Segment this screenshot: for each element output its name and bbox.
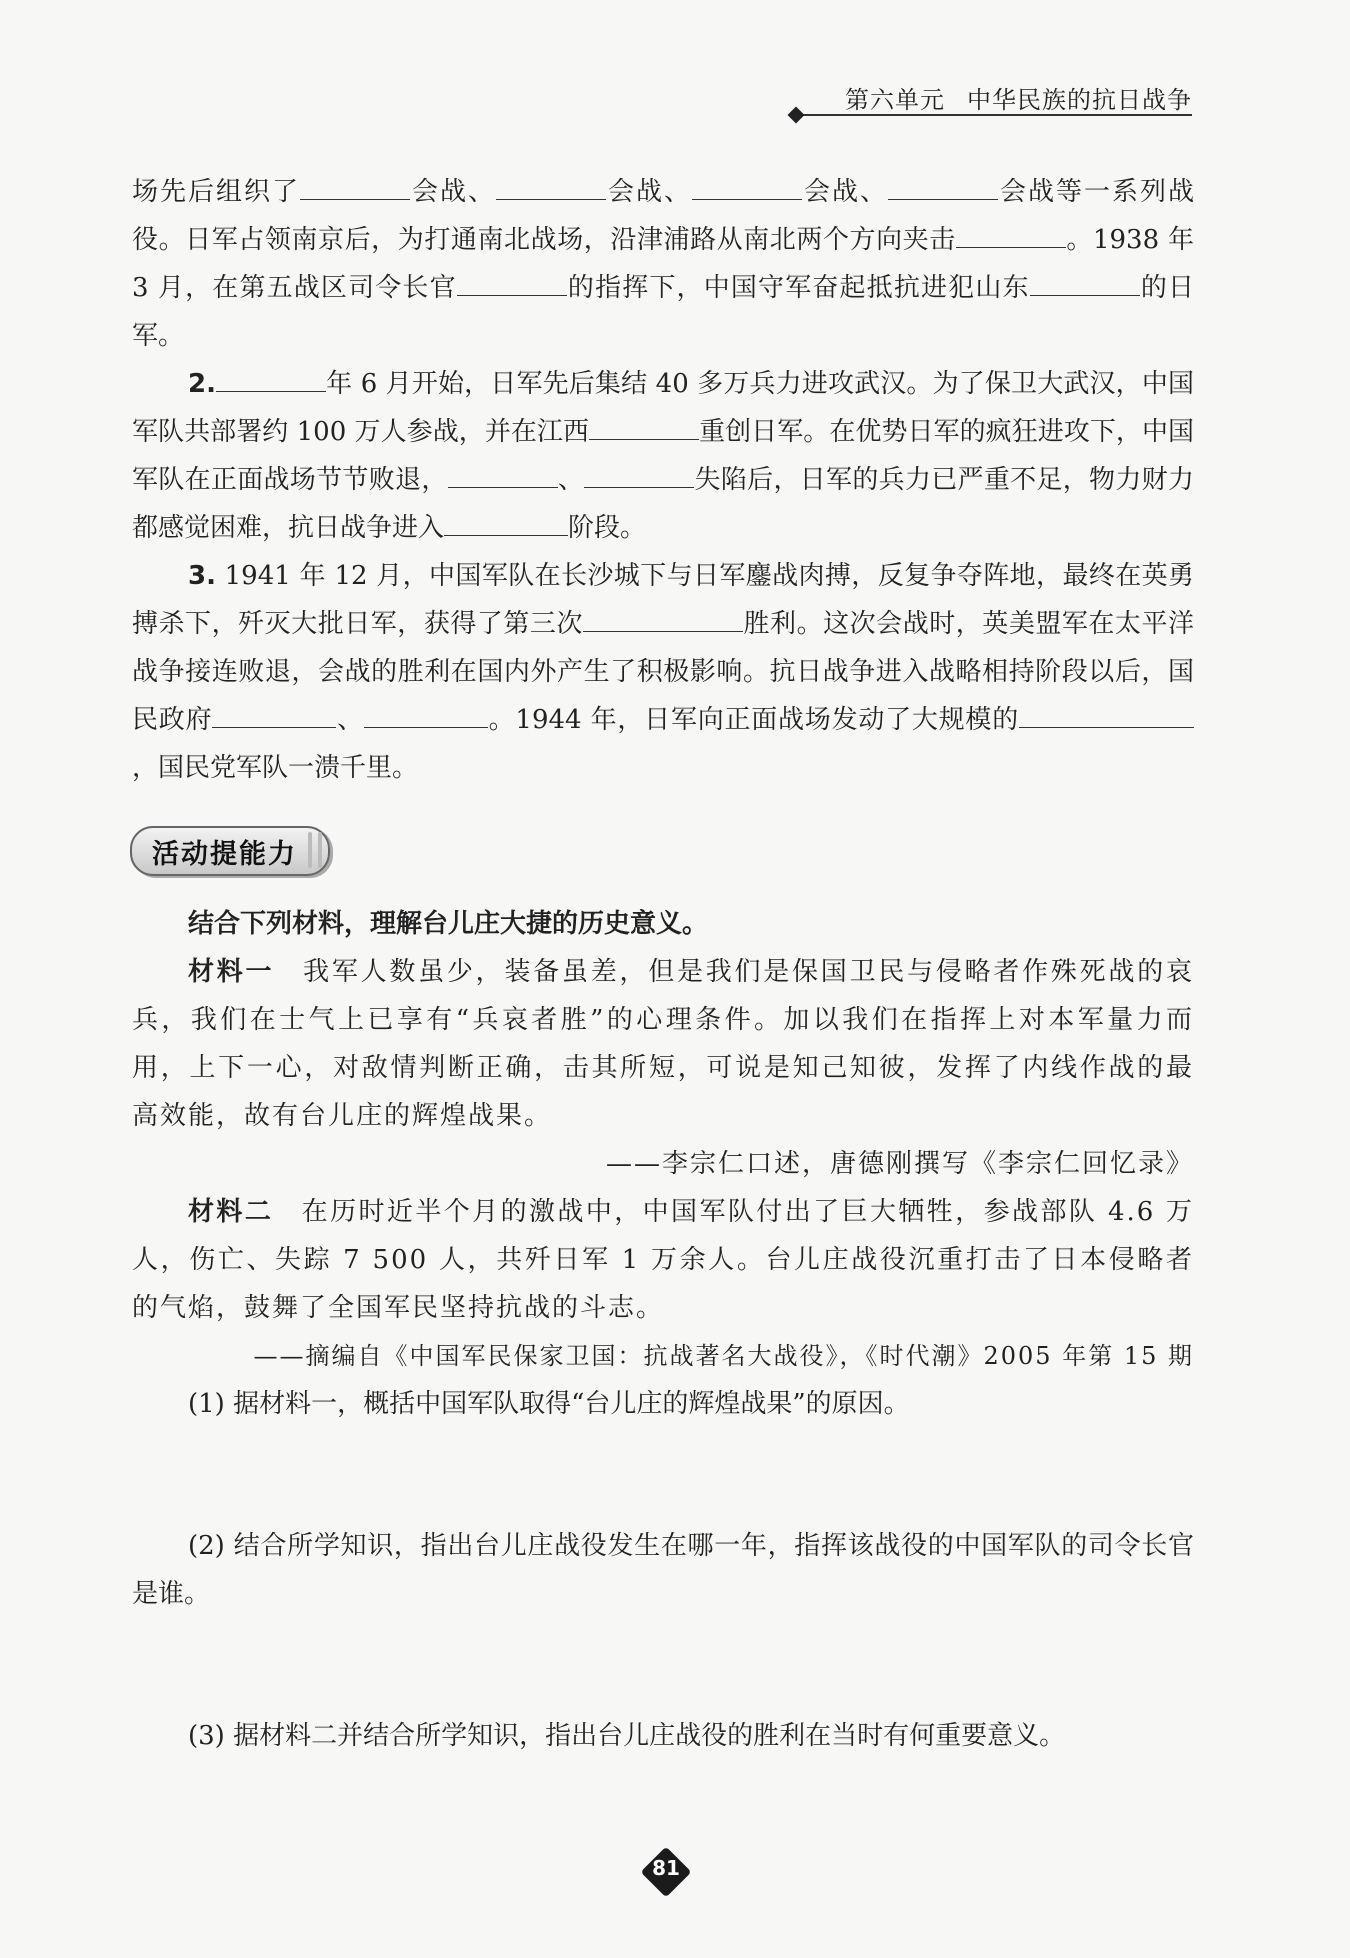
- answer-blank[interactable]: [496, 169, 606, 200]
- activity-instruction: 结合下列材料，理解台儿庄大捷的历史意义。: [188, 909, 709, 939]
- banner-stripe: [318, 832, 322, 868]
- text-run: 场先后组织了: [132, 177, 300, 207]
- answer-blank[interactable]: [589, 409, 699, 440]
- answer-space-1[interactable]: [132, 1428, 1194, 1522]
- text-run: 会战、: [605, 177, 692, 207]
- material-1: [132, 948, 1194, 1140]
- text-run: ，国民党军队一溃千里。: [132, 753, 419, 783]
- fill-in-paragraph-3: [132, 552, 1194, 792]
- material-2-source: ——摘编自《中国军民保家卫国：抗战著名大战役》，《时代潮》2005 年第 15 期: [253, 1342, 1194, 1370]
- page-number-value: 81: [652, 1856, 680, 1880]
- text-run: 。1938 年 3 月，在第五战区司令长官: [132, 225, 1194, 303]
- material-2: [132, 1188, 1194, 1332]
- answer-blank[interactable]: [300, 169, 410, 200]
- page-number: [640, 1846, 692, 1898]
- answer-blank[interactable]: [956, 217, 1066, 248]
- question-2: (2) 结合所学知识，指出台儿庄战役发生在哪一年，指挥该战役的中国军队的司令长官是谁。: [132, 1531, 1194, 1609]
- material-text: 我军人数虽少，装备虽差，但是我们是保国卫民与侵略者作殊死战的哀兵，我们在士气上已享有“兵哀者胜”的心理条件。加以我们在指挥上对本军量力而用，上下一心，对敌情判断正确，击其所短，可说是知己知彼，发挥了内线作战的最高效能，故有台儿庄的辉煌战果。: [132, 957, 1194, 1131]
- answer-blank[interactable]: [457, 265, 567, 296]
- answer-blank[interactable]: [692, 169, 802, 200]
- answer-blank[interactable]: [584, 457, 694, 488]
- answer-blank[interactable]: [444, 505, 568, 536]
- answer-blank[interactable]: [364, 697, 488, 728]
- text-run: 年 6 月开始，日军先后集结 40 多万兵力进攻武汉。为了保卫大武汉，中国军队共部署约 100 万人参战，并在江西: [132, 369, 1194, 447]
- material-label: 材料一: [188, 957, 275, 987]
- text-run: 1941 年 12 月，中国军队在长沙城下与日军鏖战肉搏，反复争夺阵地，最终在英勇搏杀下，歼灭大批日军，获得了第三次: [132, 561, 1195, 639]
- text-run: 重创日军。在优势日军的疯狂进攻下，中国军队在正面战场节节败退，: [132, 417, 1194, 495]
- text-run: 、: [336, 705, 364, 735]
- text-run: 会战、: [801, 177, 888, 207]
- question-number: 2.: [188, 369, 216, 399]
- question-number: 3.: [188, 561, 216, 591]
- text-run: 失陷后，日军的兵力已严重不足，物力财力都感觉困难，抗日战争进入: [132, 465, 1194, 543]
- text-run: 。1944 年，日军向正面战场发动了大规模的: [487, 705, 1019, 735]
- question-3: (3) 据材料二并结合所学知识，指出台儿庄战役的胜利在当时有何重要意义。: [188, 1721, 1066, 1751]
- diamond-bullet-icon: [788, 107, 805, 124]
- text-run: 胜利。这次会战时，英美盟军在太平洋战争接连败退，会战的胜利在国内外产生了积极影响。抗日战争进入战略相持阶段以后，国民政府: [132, 609, 1194, 735]
- text-run: 会战等一系列战役。日军占领南京后，为打通南北战场，沿津浦路从南北两个方向夹击: [132, 177, 1194, 255]
- banner-label: 活动提能力: [152, 839, 297, 870]
- fill-in-section: [132, 168, 1194, 792]
- question-1: (1) 据材料一，概括中国军队取得“台儿庄的辉煌战果”的原因。: [188, 1389, 910, 1419]
- fill-in-paragraph-1: [132, 168, 1194, 360]
- text-run: 阶段。: [568, 513, 647, 543]
- text-run: 的指挥下，中国守军奋起抵抗进犯山东: [566, 273, 1030, 303]
- text-run: 、: [557, 465, 585, 495]
- answer-blank[interactable]: [216, 361, 326, 392]
- text-run: 的日军。: [132, 273, 1194, 351]
- text-run: 会战、: [409, 177, 496, 207]
- answer-blank[interactable]: [583, 601, 743, 632]
- material-1-source: ——李宗仁口述，唐德刚撰写《李宗仁回忆录》: [605, 1149, 1194, 1179]
- answer-blank[interactable]: [1030, 265, 1140, 296]
- activity-section-banner: [130, 826, 336, 874]
- running-header: [800, 80, 1192, 116]
- answer-blank[interactable]: [212, 697, 336, 728]
- activity-section: [132, 900, 1194, 1880]
- banner-stripe: [308, 832, 312, 868]
- unit-title: 中华民族的抗日战争: [967, 86, 1192, 114]
- answer-space-2[interactable]: [132, 1618, 1194, 1712]
- material-label: 材料二: [188, 1197, 274, 1227]
- answer-blank[interactable]: [448, 457, 558, 488]
- fill-in-paragraph-2: [132, 360, 1194, 552]
- answer-blank[interactable]: [888, 169, 998, 200]
- answer-blank[interactable]: [1019, 697, 1194, 728]
- unit-label: 第六单元: [845, 86, 945, 114]
- material-text: 在历时近半个月的激战中，中国军队付出了巨大牺牲，参战部队 4.6 万人，伤亡、失踪 7 500 人，共歼日军 1 万余人。台儿庄战役沉重打击了日本侵略者的气焰，鼓舞了全国军民坚持抗战的斗志。: [132, 1197, 1194, 1323]
